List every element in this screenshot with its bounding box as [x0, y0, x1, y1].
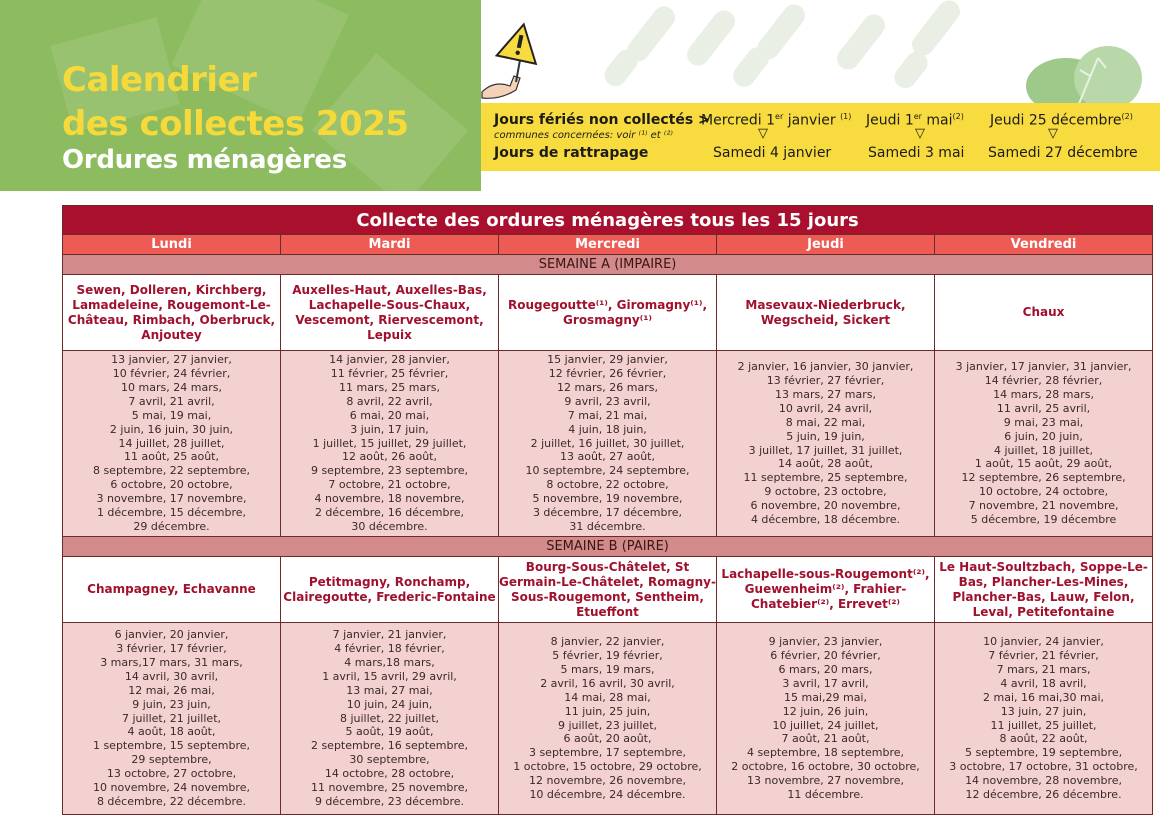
- date-line: 7 novembre, 21 novembre,: [968, 499, 1119, 513]
- date-line: 2 avril, 16 avril, 30 avril,: [540, 676, 675, 690]
- date-line: 4 novembre, 18 novembre,: [314, 492, 465, 506]
- date-line: 13 janvier, 27 janvier,: [111, 353, 232, 367]
- date-line: 1 juillet, 15 juillet, 29 juillet,: [312, 436, 467, 450]
- date-line: 13 mai, 27 mai,: [346, 683, 433, 697]
- date-line: 31 décembre.: [569, 519, 646, 533]
- date-line: 1 décembre, 15 décembre,: [96, 506, 247, 520]
- date-line: 8 janvier, 22 janvier,: [550, 635, 665, 649]
- date-line: 4 mars,18 mars,: [344, 655, 435, 669]
- date-line: 1 août, 15 août, 29 août,: [974, 457, 1113, 471]
- date-line: 6 mars, 20 mars,: [778, 662, 873, 676]
- title-line-1: Calendrier: [62, 60, 257, 100]
- date-line: 11 mars, 25 mars,: [339, 380, 440, 394]
- date-line: 5 juin, 19 juin,: [786, 429, 865, 443]
- dates-cell: [499, 623, 717, 815]
- date-line: 2 janvier, 16 janvier, 30 janvier,: [737, 360, 914, 374]
- date-line: 10 février, 24 février,: [112, 367, 231, 381]
- holiday-2: Jeudi 1er mai$^{(2)}$: [866, 112, 964, 129]
- date-line: 3 février, 17 février,: [116, 642, 227, 656]
- date-line: 5 mars, 19 mars,: [560, 662, 655, 676]
- date-line: 3 juillet, 17 juillet, 31 juillet,: [748, 443, 903, 457]
- dates-cell: [717, 351, 935, 537]
- date-line: 7 avril, 21 avril,: [128, 394, 215, 408]
- chevron-down-icon: ▽: [915, 126, 925, 141]
- date-line: 14 août, 28 août,: [778, 457, 873, 471]
- date-line: 8 août, 22 août,: [999, 732, 1088, 746]
- page-title: [62, 58, 409, 146]
- date-line: 14 mai, 28 mai,: [564, 690, 651, 704]
- date-line: 5 mai, 19 mai,: [131, 408, 212, 422]
- warning-sign-icon: [480, 20, 560, 100]
- date-line: 6 janvier, 20 janvier,: [114, 628, 229, 642]
- date-line: 9 mai, 23 mai,: [1003, 415, 1084, 429]
- date-line: 6 juin, 20 juin,: [1004, 429, 1083, 443]
- communes-cell: Petitmagny, Ronchamp, Clairegoutte, Frederic-Fontaine: [281, 557, 499, 623]
- date-line: 3 novembre, 17 novembre,: [96, 492, 247, 506]
- date-line: 10 janvier, 24 janvier,: [983, 635, 1104, 649]
- date-line: 10 octobre, 24 octobre,: [978, 485, 1109, 499]
- date-line: 4 février, 18 février,: [334, 642, 445, 656]
- date-line: 11 décembre.: [787, 788, 864, 802]
- date-line: 4 juin, 18 juin,: [568, 422, 647, 436]
- date-line: 14 novembre, 28 novembre,: [965, 774, 1122, 788]
- date-line: 30 septembre,: [349, 753, 430, 767]
- date-line: 4 août, 18 août,: [127, 725, 216, 739]
- date-line: 10 novembre, 24 novembre,: [93, 781, 250, 795]
- catchup-day-2: Samedi 3 mai: [868, 145, 965, 161]
- communes-cell: Champagney, Echavanne: [63, 557, 281, 623]
- date-line: 12 juin, 26 juin,: [782, 704, 869, 718]
- dates-cell: [935, 351, 1153, 537]
- date-line: 12 février, 26 février,: [548, 367, 667, 381]
- date-line: 13 mars, 27 mars,: [775, 387, 876, 401]
- date-line: 12 décembre, 26 décembre.: [965, 788, 1122, 802]
- date-line: 14 janvier, 28 janvier,: [329, 353, 450, 367]
- date-line: 11 août, 25 août,: [124, 450, 219, 464]
- decor-streak: [833, 10, 890, 74]
- dates-cell: [935, 623, 1153, 815]
- dates-cell: [63, 351, 281, 537]
- date-line: 5 août, 19 août,: [345, 725, 434, 739]
- date-line: 2 juillet, 16 juillet, 30 juillet,: [530, 436, 685, 450]
- communes-cell: Le Haut-Soultzbach, Soppe-Le-Bas, Plancher-Les-Mines, Plancher-Bas, Lauw, Felon, Leval, Petitefontaine: [935, 557, 1153, 623]
- date-line: 1 septembre, 15 septembre,: [92, 739, 251, 753]
- date-line: 8 juillet, 22 juillet,: [339, 711, 440, 725]
- date-line: 3 octobre, 17 octobre, 31 octobre,: [949, 760, 1138, 774]
- date-line: 9 septembre, 23 septembre,: [310, 464, 469, 478]
- holidays-band: [481, 103, 1160, 171]
- date-line: 7 mai, 21 mai,: [567, 408, 648, 422]
- date-line: 8 avril, 22 avril,: [346, 394, 433, 408]
- page-subtitle: Ordures ménagères: [62, 145, 347, 175]
- communes-cell: Auxelles-Haut, Auxelles-Bas, Lachapelle-Sous-Chaux, Vescemont, Riervescemont, Lepuix: [281, 275, 499, 351]
- date-line: 7 août, 21 août,: [781, 732, 870, 746]
- date-line: 13 juin, 27 juin,: [1000, 704, 1087, 718]
- week-a-dates-row: [63, 351, 1153, 537]
- date-line: 11 avril, 25 avril,: [996, 401, 1091, 415]
- date-line: 4 juillet, 18 juillet,: [994, 443, 1094, 457]
- date-line: 29 septembre,: [131, 753, 212, 767]
- week-b-communes-row: [63, 557, 1153, 623]
- chevron-down-icon: ▽: [1048, 126, 1058, 141]
- date-line: 6 novembre, 20 novembre,: [750, 499, 901, 513]
- date-line: 1 octobre, 15 octobre, 29 octobre,: [513, 760, 702, 774]
- date-line: 8 octobre, 22 octobre,: [546, 478, 669, 492]
- dates-cell: [499, 351, 717, 537]
- date-line: 3 septembre, 17 septembre,: [528, 746, 687, 760]
- date-line: 10 mars, 24 mars,: [121, 380, 222, 394]
- date-line: 10 avril, 24 avril,: [778, 401, 873, 415]
- date-line: 11 juillet, 25 juillet,: [990, 718, 1097, 732]
- date-line: 8 décembre, 22 décembre.: [96, 794, 247, 808]
- communes-cell: Rougegoutte⁽¹⁾, Giromagny⁽¹⁾, Grosmagny⁽¹⁾: [499, 275, 717, 351]
- decor-streak: [683, 6, 740, 70]
- date-line: 2 mai, 16 mai,30 mai,: [983, 690, 1105, 704]
- communes-cell: Bourg-Sous-Châtelet, St Germain-Le-Châtelet, Romagny-Sous-Rougemont, Sentheim, Etueffont: [499, 557, 717, 623]
- date-line: 9 décembre, 23 décembre.: [314, 794, 465, 808]
- date-line: 4 décembre, 18 décembre.: [750, 513, 901, 527]
- date-line: 6 mai, 20 mai,: [349, 408, 430, 422]
- day-header-row: [63, 235, 1153, 255]
- date-line: 9 juin, 23 juin,: [132, 697, 211, 711]
- date-line: 9 janvier, 23 janvier,: [768, 635, 883, 649]
- day-header-1: Mardi: [281, 235, 499, 255]
- day-header-4: Vendredi: [935, 235, 1153, 255]
- date-line: 11 novembre, 25 novembre,: [311, 781, 468, 795]
- date-line: 7 janvier, 21 janvier,: [332, 628, 447, 642]
- date-line: 12 septembre, 26 septembre,: [961, 471, 1126, 485]
- date-line: 13 février, 27 février,: [766, 373, 885, 387]
- leaf-decoration-icon: [1018, 38, 1148, 108]
- holidays-label: Jours fériés non collectés >: [494, 112, 710, 128]
- date-line: 5 décembre, 19 décembre: [970, 513, 1117, 527]
- date-line: 6 août, 20 août,: [563, 732, 652, 746]
- date-line: 3 mars,17 mars, 31 mars,: [100, 655, 243, 669]
- catchup-day-1: Samedi 4 janvier: [713, 145, 832, 161]
- day-header-2: Mercredi: [499, 235, 717, 255]
- day-header-3: Jeudi: [717, 235, 935, 255]
- collection-table: [62, 205, 1153, 815]
- date-line: 5 novembre, 19 novembre,: [532, 492, 683, 506]
- date-line: 2 juin, 16 juin, 30 juin,: [109, 422, 234, 436]
- date-line: 7 octobre, 21 octobre,: [328, 478, 451, 492]
- holidays-note: communes concernées: voir ⁽¹⁾ et ⁽²⁾: [494, 130, 673, 141]
- date-line: 4 septembre, 18 septembre,: [746, 746, 905, 760]
- date-line: 14 mars, 28 mars,: [993, 387, 1094, 401]
- date-line: 15 janvier, 29 janvier,: [547, 353, 668, 367]
- date-line: 9 juillet, 23 juillet,: [557, 718, 658, 732]
- date-line: 10 décembre, 24 décembre.: [529, 788, 686, 802]
- date-line: 8 septembre, 22 septembre,: [92, 464, 251, 478]
- date-line: 14 avril, 30 avril,: [124, 669, 219, 683]
- date-line: 7 février, 21 février,: [988, 648, 1099, 662]
- date-line: 12 août, 26 août,: [342, 450, 437, 464]
- date-line: 1 avril, 15 avril, 29 avril,: [322, 669, 457, 683]
- date-line: 9 octobre, 23 octobre,: [764, 485, 887, 499]
- date-line: 30 décembre.: [351, 519, 428, 533]
- week-a-communes-row: [63, 275, 1153, 351]
- date-line: 9 avril, 23 avril,: [564, 394, 651, 408]
- header-panel: [0, 0, 481, 191]
- day-header-0: Lundi: [63, 235, 281, 255]
- date-line: 14 juillet, 28 juillet,: [118, 436, 225, 450]
- date-line: 10 septembre, 24 septembre,: [525, 464, 690, 478]
- date-line: 6 octobre, 20 octobre,: [110, 478, 233, 492]
- date-line: 11 juin, 25 juin,: [564, 704, 651, 718]
- date-line: 4 avril, 18 avril,: [1000, 676, 1087, 690]
- date-line: 5 février, 19 février,: [552, 648, 663, 662]
- date-line: 13 octobre, 27 octobre,: [106, 767, 237, 781]
- catchup-day-3: Samedi 27 décembre: [988, 145, 1138, 161]
- date-line: 7 juillet, 21 juillet,: [121, 711, 222, 725]
- holiday-3: Jeudi 25 décembre$^{(2)}$: [990, 112, 1133, 129]
- dates-cell: [717, 623, 935, 815]
- date-line: 3 janvier, 17 janvier, 31 janvier,: [955, 360, 1132, 374]
- dates-cell: [63, 623, 281, 815]
- date-line: 5 septembre, 19 septembre,: [964, 746, 1123, 760]
- communes-cell: Sewen, Dolleren, Kirchberg, Lamadeleine, Rougemont-Le-Château, Rimbach, Oberbruck, Anjoutey: [63, 275, 281, 351]
- date-line: 29 décembre.: [133, 519, 210, 533]
- date-line: 2 septembre, 16 septembre,: [310, 739, 469, 753]
- date-line: 3 avril, 17 avril,: [782, 676, 869, 690]
- date-line: 12 mars, 26 mars,: [557, 380, 658, 394]
- date-line: 12 mai, 26 mai,: [128, 683, 215, 697]
- date-line: 13 août, 27 août,: [560, 450, 655, 464]
- date-line: 10 juin, 24 juin,: [346, 697, 433, 711]
- date-line: 12 novembre, 26 novembre,: [529, 774, 686, 788]
- dates-cell: [281, 623, 499, 815]
- dates-cell: [281, 351, 499, 537]
- date-line: 3 juin, 17 juin,: [350, 422, 429, 436]
- date-line: 2 octobre, 16 octobre, 30 octobre,: [731, 760, 920, 774]
- date-line: 6 février, 20 février,: [770, 648, 881, 662]
- communes-cell: Masevaux-Niederbruck, Wegscheid, Sickert: [717, 275, 935, 351]
- catchup-label: Jours de rattrapage: [494, 145, 649, 161]
- date-line: 7 mars, 21 mars,: [996, 662, 1091, 676]
- date-line: 13 novembre, 27 novembre,: [747, 774, 904, 788]
- week-b-dates-row: [63, 623, 1153, 815]
- communes-cell: Chaux: [935, 275, 1153, 351]
- title-line-2: des collectes 2025: [62, 104, 409, 144]
- date-line: 14 octobre, 28 octobre,: [324, 767, 455, 781]
- week-a-label: SEMAINE A (IMPAIRE): [63, 255, 1153, 275]
- date-line: 15 mai,29 mai,: [783, 690, 867, 704]
- date-line: 10 juillet, 24 juillet,: [772, 718, 879, 732]
- date-line: 14 février, 28 février,: [984, 373, 1103, 387]
- week-b-label: SEMAINE B (PAIRE): [63, 537, 1153, 557]
- communes-cell: Lachapelle-sous-Rougemont⁽²⁾, Guewenheim⁽²⁾, Frahier-Chatebier⁽²⁾, Errevet⁽²⁾: [717, 557, 935, 623]
- date-line: 2 décembre, 16 décembre,: [314, 506, 465, 520]
- date-line: 8 mai, 22 mai,: [785, 415, 866, 429]
- date-line: 11 février, 25 février,: [330, 367, 449, 381]
- date-line: 3 décembre, 17 décembre,: [532, 506, 683, 520]
- date-line: 11 septembre, 25 septembre,: [743, 471, 908, 485]
- chevron-down-icon: ▽: [758, 126, 768, 141]
- table-title: Collecte des ordures ménagères tous les 15 jours: [63, 206, 1153, 235]
- holiday-1: Mercredi 1er janvier $^{(1)}$: [701, 112, 852, 129]
